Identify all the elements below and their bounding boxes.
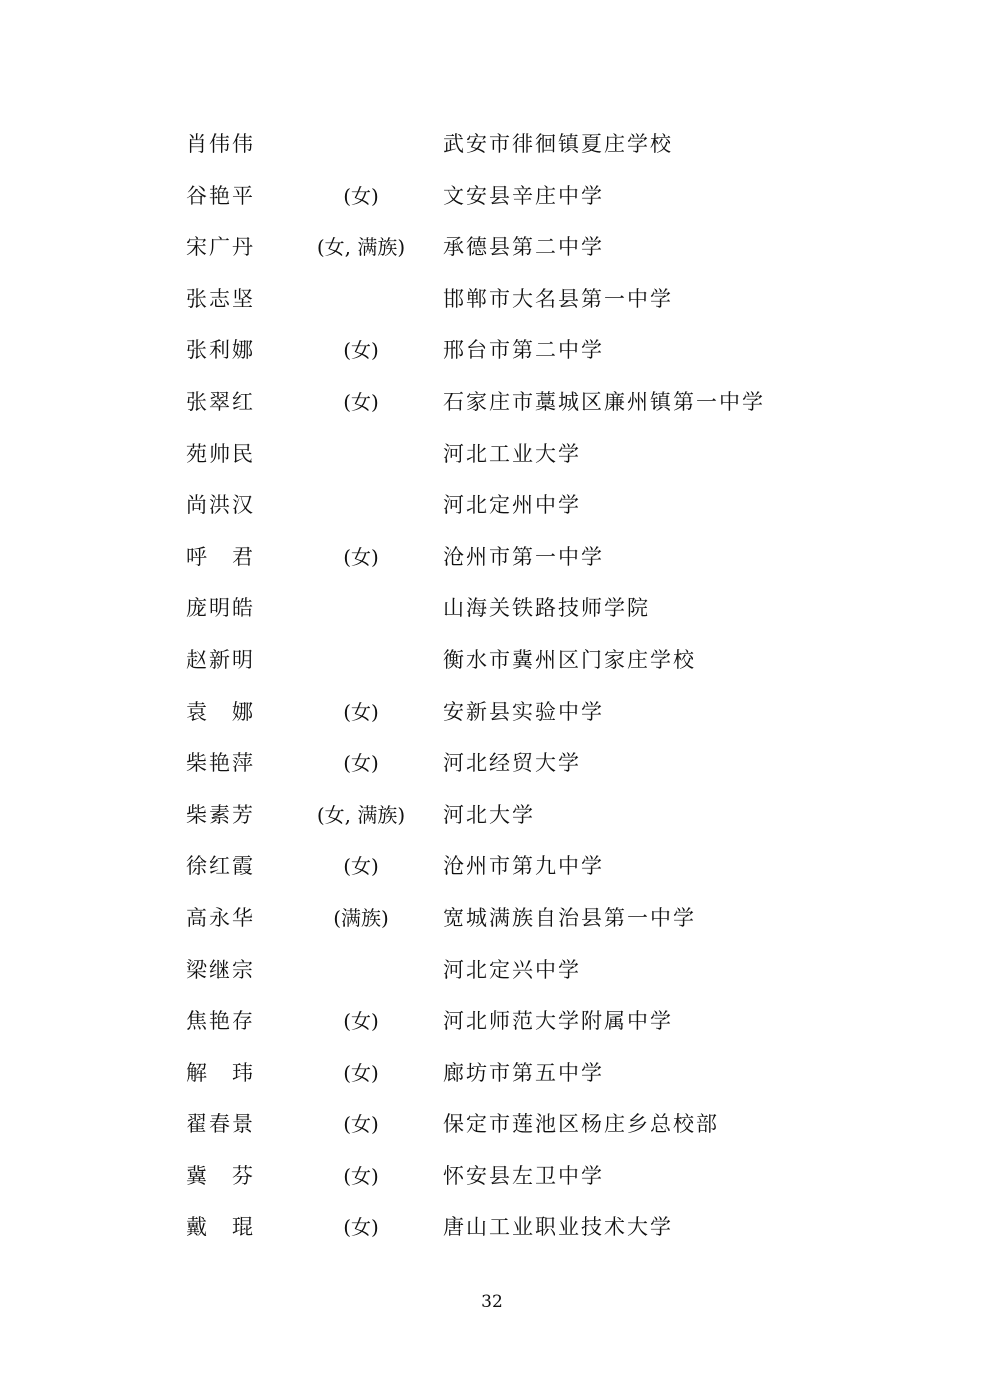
list-item: [0, 582, 984, 634]
list-item: [0, 479, 984, 531]
person-name: 赵新明: [186, 647, 255, 672]
list-item: [0, 634, 984, 686]
organization-name: 廊坊市第五中学: [443, 1060, 604, 1085]
name-list: [0, 118, 984, 1253]
organization-name: 文安县辛庄中学: [443, 183, 604, 208]
person-note: (女): [343, 1060, 379, 1085]
list-item: [0, 892, 984, 944]
organization-name: 沧州市第九中学: [443, 854, 604, 879]
organization-name: 武安市徘徊镇夏庄学校: [443, 132, 673, 156]
person-name: 呼 君: [186, 544, 255, 569]
person-name: 张志坚: [186, 286, 255, 311]
person-name: 柴素芳: [186, 802, 255, 827]
person-note: (女): [343, 1112, 379, 1137]
person-name: 解 玮: [186, 1060, 255, 1085]
organization-name: 承德县第二中学: [443, 235, 604, 260]
person-name: 张利娜: [186, 338, 255, 363]
organization-name: 保定市莲池区杨庄乡总校部: [443, 1112, 719, 1137]
list-item: [0, 531, 984, 583]
organization-name: 邢台市第二中学: [443, 338, 604, 363]
organization-name: 安新县实验中学: [443, 699, 604, 724]
list-item: [0, 995, 984, 1047]
organization-name: 怀安县左卫中学: [443, 1163, 604, 1188]
list-item: [0, 428, 984, 480]
list-item: [0, 170, 984, 222]
person-name: 肖伟伟: [186, 132, 255, 156]
organization-name: 石家庄市藁城区廉州镇第一中学: [443, 389, 765, 414]
list-item: [0, 840, 984, 892]
list-item: [0, 376, 984, 428]
organization-name: 邯郸市大名县第一中学: [443, 286, 673, 311]
person-note: (女): [343, 389, 379, 414]
organization-name: 河北定兴中学: [443, 957, 581, 982]
organization-name: 河北工业大学: [443, 441, 581, 466]
person-note: (女): [343, 1215, 379, 1240]
organization-name: 河北师范大学附属中学: [443, 1009, 673, 1034]
person-note: (女, 满族): [316, 802, 406, 827]
person-note: (女): [343, 183, 379, 208]
list-item: [0, 686, 984, 738]
list-item: [0, 737, 984, 789]
person-note: (女): [343, 699, 379, 724]
list-item: [0, 789, 984, 841]
person-name: 翟春景: [186, 1112, 255, 1137]
list-item: [0, 221, 984, 273]
person-note: (女): [343, 544, 379, 569]
organization-name: 唐山工业职业技术大学: [443, 1215, 673, 1240]
person-name: 柴艳萍: [186, 751, 255, 776]
organization-name: 河北经贸大学: [443, 751, 581, 776]
person-name: 高永华: [186, 905, 255, 930]
person-note: (女, 满族): [316, 235, 406, 260]
person-name: 袁 娜: [186, 699, 255, 724]
person-note: (女): [343, 1009, 379, 1034]
list-item: [0, 1150, 984, 1202]
list-item: [0, 944, 984, 996]
person-name: 戴 琨: [186, 1215, 255, 1240]
person-name: 谷艳平: [186, 183, 255, 208]
person-note: (女): [343, 854, 379, 879]
list-item: [0, 273, 984, 325]
organization-name: 山海关铁路技师学院: [443, 596, 650, 621]
person-note: (女): [343, 338, 379, 363]
organization-name: 河北大学: [443, 802, 535, 827]
person-note: (女): [343, 1163, 379, 1188]
list-item: [0, 324, 984, 376]
organization-name: 衡水市冀州区门家庄学校: [443, 647, 696, 672]
list-item: [0, 1047, 984, 1099]
organization-name: 沧州市第一中学: [443, 544, 604, 569]
person-name: 张翠红: [186, 389, 255, 414]
person-name: 尚洪汉: [186, 493, 255, 518]
list-item: [0, 1098, 984, 1150]
person-name: 宋广丹: [186, 235, 255, 260]
organization-name: 宽城满族自治县第一中学: [443, 905, 696, 930]
list-item: [0, 118, 984, 170]
page-number: 32: [481, 1292, 503, 1312]
person-note: (女): [343, 751, 379, 776]
list-item: [0, 1201, 984, 1253]
person-name: 庞明皓: [186, 596, 255, 621]
person-name: 冀 芬: [186, 1163, 255, 1188]
person-name: 焦艳存: [186, 1009, 255, 1034]
person-name: 梁继宗: [186, 957, 255, 982]
person-name: 苑帅民: [186, 441, 255, 466]
person-note: (满族): [333, 905, 389, 930]
person-name: 徐红霞: [186, 854, 255, 879]
organization-name: 河北定州中学: [443, 493, 581, 518]
